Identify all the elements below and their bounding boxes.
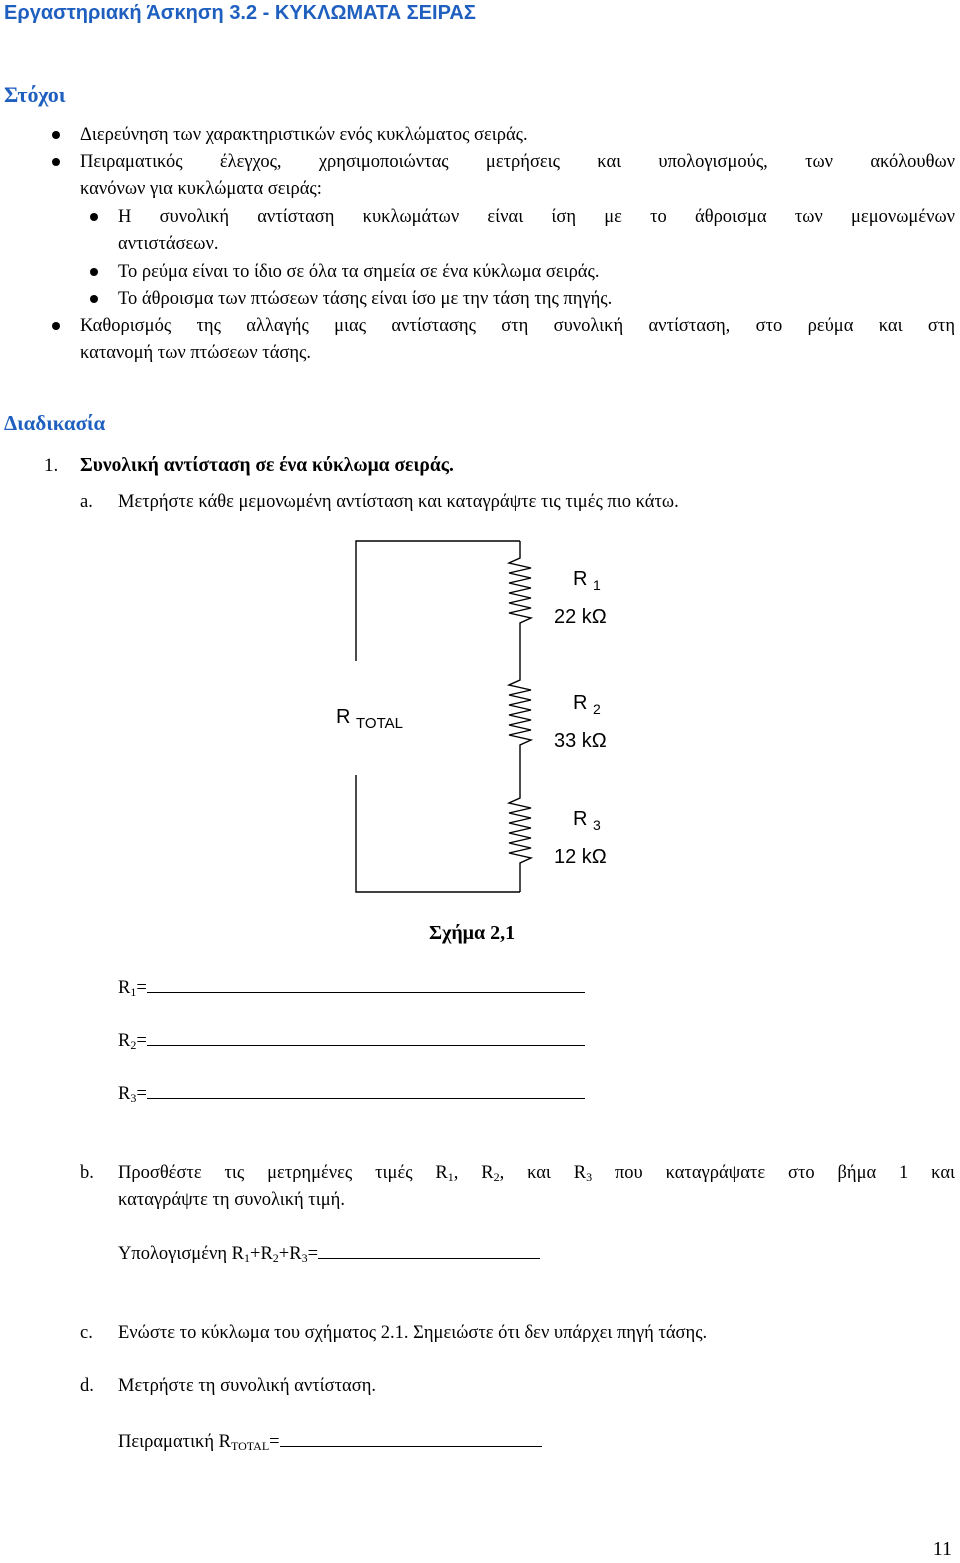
r1-label: R $_1$ [573,568,601,593]
sub-objective-1-line-1: Η συνολική αντίσταση κυκλωμάτων είναι ίση με το άθροισμα των μεμονωμένων [118,207,955,227]
step-a-label: a. [80,492,93,512]
step-a-text: Μετρήστε κάθε μεμονωμένη αντίσταση και καταγράψτε τις τιμές πιο κάτω. [118,492,679,512]
calculated-total-field[interactable] [318,1242,540,1259]
r2-value: 33 kΩ [554,730,607,752]
calculated-total-row: Υπολογισμένη $R_1+R_2+R_3=$ [118,1242,540,1269]
r1-answer-field[interactable] [147,976,585,993]
page-number: 11 [932,1538,952,1560]
r2-label: R $_2$ [573,692,601,717]
step-1-title: Συνολική αντίσταση σε ένα κύκλωμα σειράς. [80,455,454,476]
step-b-line-1: Προσθέστε τις μετρημένες τιμές $R_1$, $R_2$, και $R_3$ που καταγράψατε στο βήμα 1 και [118,1163,955,1184]
objective-2-line-1: Πειραματικός έλεγχος, χρησιμοποιώντας μετρήσεις και υπολογισμούς, των ακόλουθων [80,152,955,172]
r3-answer-field[interactable] [147,1082,585,1099]
sub-objective-1-line-2: αντιστάσεων. [118,234,219,254]
objective-3-line-1: Καθορισμός της αλλαγής μιας αντίστασης στη συνολική αντίσταση, στο ρεύμα και στη [80,316,955,336]
r1-answer-row: $R_1=$ [118,976,585,1003]
experimental-total-field[interactable] [280,1430,542,1447]
step-c-label: c. [80,1323,93,1343]
sub-objective-3: Το άθροισμα των πτώσεων τάσης είναι ίσο με την τάση της πηγής. [118,289,613,309]
r3-answer-row: $R_3=$ [118,1082,585,1109]
objective-2-line-2: κανόνων για κυκλώματα σειράς: [80,179,322,199]
resistor-r3-symbol [509,775,531,892]
step-c-text: Ενώστε το κύκλωμα του σχήματος 2.1. Σημειώστε ότι δεν υπάρχει πηγή τάσης. [118,1323,708,1343]
step-b-line-2: καταγράψτε τη συνολική τιμή. [118,1190,345,1210]
r3-value: 12 kΩ [554,846,607,868]
experimental-total-row: Πειραματική $R_{TOTAL}=$ [118,1430,542,1457]
rtotal-label: R $_{TOTAL}$ [336,706,403,732]
r2-answer-row: $R_2=$ [118,1029,585,1056]
resistor-r1-symbol [509,541,531,661]
r1-value: 22 kΩ [554,606,607,628]
objective-3-line-2: κατανομή των πτώσεων τάσης. [80,343,311,363]
wire-bottom [356,775,520,892]
sub-objective-2: Το ρεύμα είναι το ίδιο σε όλα τα σημεία σε ένα κύκλωμα σειράς. [118,262,600,282]
r2-answer-field[interactable] [147,1029,585,1046]
step-d-text: Μετρήστε τη συνολική αντίσταση. [118,1376,377,1396]
figure-caption: Σχήμα 2,1 [429,922,516,944]
objective-1: Διερεύνηση των χαρακτηριστικών ενός κυκλώματος σειράς. [80,125,528,145]
wire-top [356,541,520,661]
step-b-label: b. [80,1163,94,1183]
objectives-heading: Στόχοι [4,82,66,107]
step-1-number: 1. [44,455,59,476]
step-d-label: d. [80,1376,94,1396]
page-title: Εργαστηριακή Άσκηση 3.2 - ΚΥΚΛΩΜΑΤΑ ΣΕΙΡΑΣ [4,2,476,24]
resistor-r2-symbol [509,661,531,775]
r3-label: R $_3$ [573,808,601,833]
procedure-heading: Διαδικασία [4,411,106,435]
